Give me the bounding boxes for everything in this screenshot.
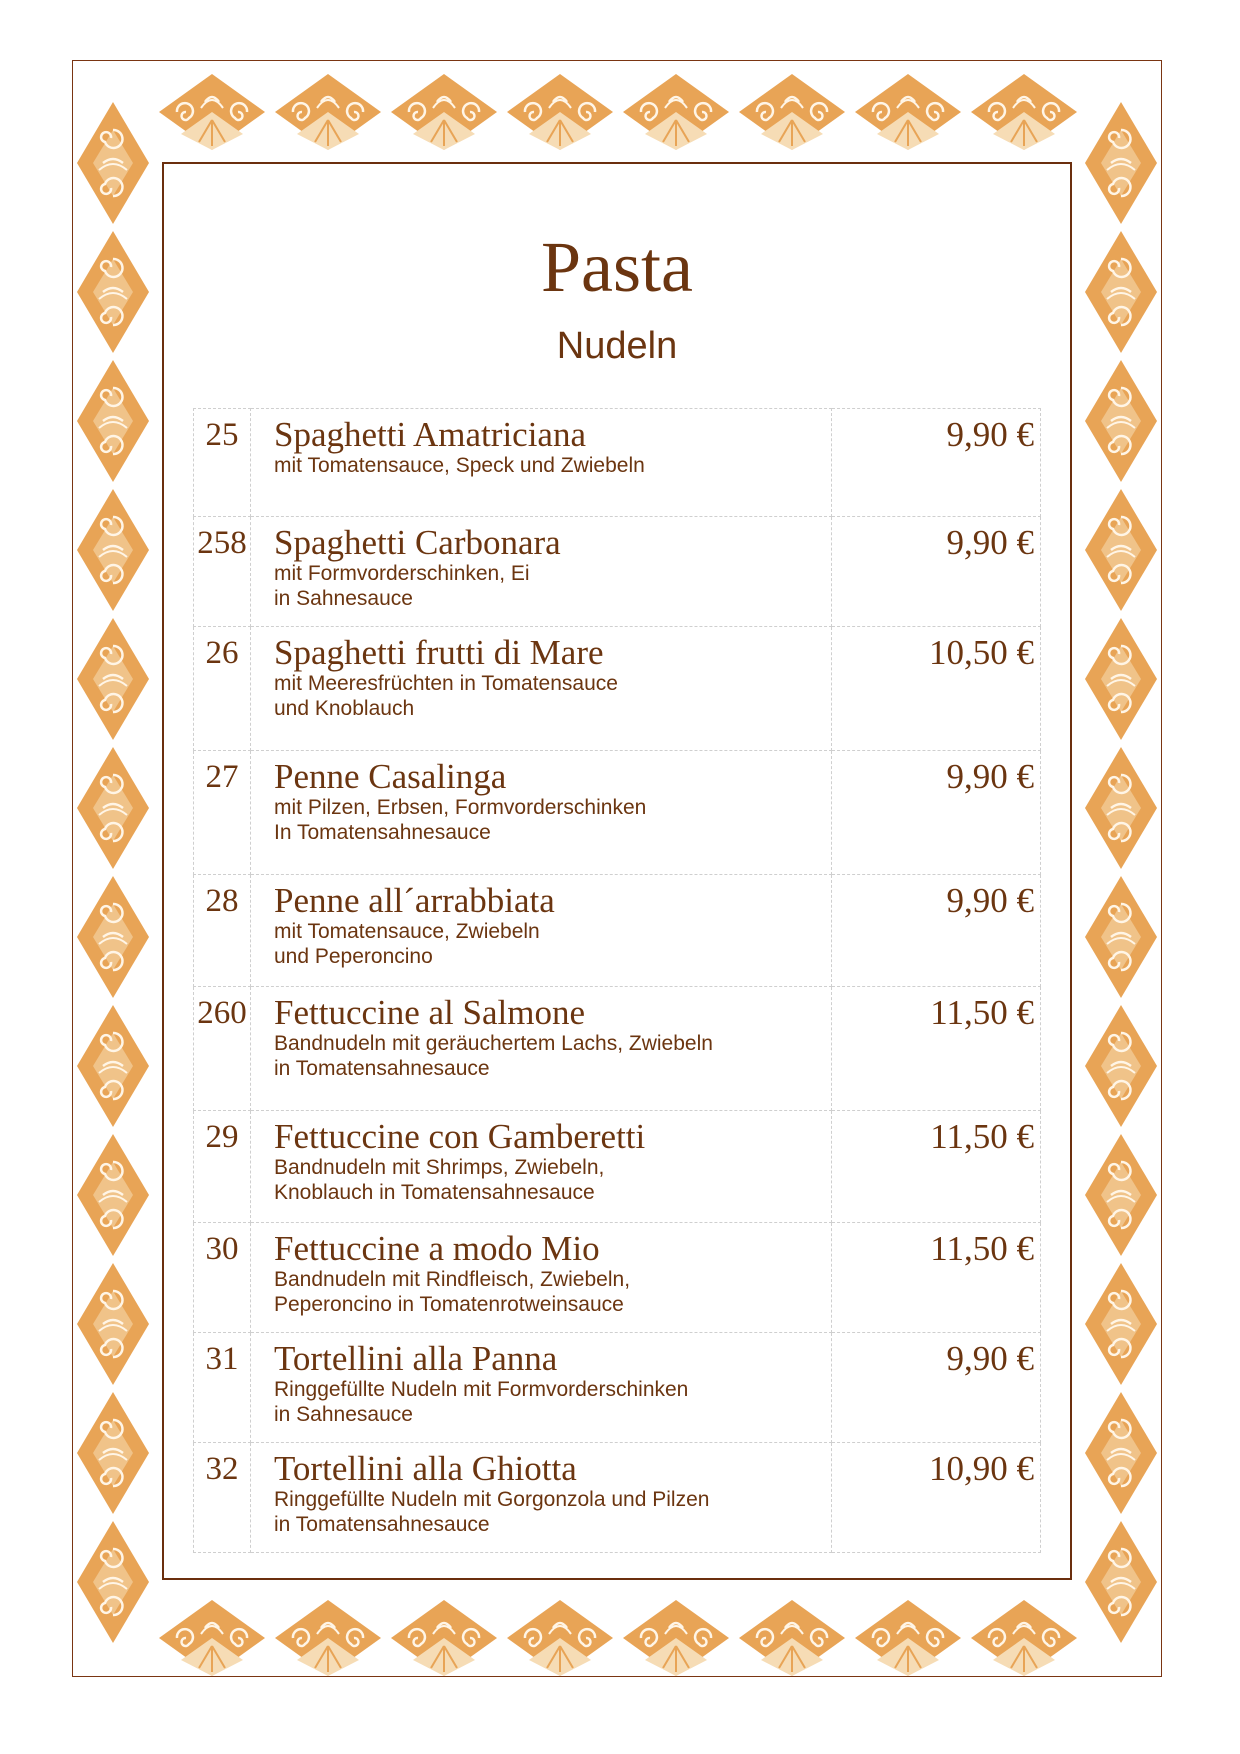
ornament-tile: [1083, 616, 1159, 742]
menu-item: [194, 1223, 1041, 1333]
price: 9,90 €: [832, 517, 1041, 627]
dish-cell: [251, 751, 832, 875]
dish-description: mit Formvorderschinken, Ei in Sahnesauce: [274, 562, 530, 610]
ornament-tile: [1083, 1132, 1159, 1258]
ornament-tile: [75, 1132, 151, 1258]
ornament-tile: [853, 1598, 963, 1678]
ornament-tile: [75, 1003, 151, 1129]
dish-name: Penne Casalinga: [274, 757, 507, 796]
menu-item: [194, 409, 1041, 517]
ornament-tile: [389, 1598, 499, 1678]
dish-cell: [251, 517, 832, 627]
ornament-tile: [505, 72, 615, 152]
dish-name: Tortellini alla Panna: [274, 1339, 558, 1378]
price: 9,90 €: [832, 409, 1041, 517]
dish-cell: [251, 1111, 832, 1223]
ornament-tile: [75, 1519, 151, 1645]
page-subtitle: Nudeln: [556, 325, 678, 367]
ornament-tile: [75, 745, 151, 871]
price: 11,50 €: [832, 1111, 1041, 1223]
price: 9,90 €: [832, 875, 1041, 987]
price: 11,50 €: [832, 1223, 1041, 1333]
dish-description: Ringgefüllte Nudeln mit Formvorderschinken in Sahnesauce: [274, 1378, 689, 1426]
item-number: 32: [194, 1443, 251, 1553]
ornament-tile: [969, 72, 1079, 152]
menu-item: [194, 987, 1041, 1111]
price: 11,50 €: [832, 987, 1041, 1111]
ornament-tile: [969, 1598, 1079, 1678]
dish-name: Spaghetti Amatriciana: [274, 415, 586, 454]
price: 10,50 €: [832, 627, 1041, 751]
item-number: 29: [194, 1111, 251, 1223]
ornament-tile: [1083, 1519, 1159, 1645]
ornament-tile: [157, 72, 267, 152]
dish-description: mit Tomatensauce, Speck und Zwiebeln: [274, 454, 645, 477]
ornament-tile: [1083, 487, 1159, 613]
ornament-tile: [75, 1390, 151, 1516]
price: 10,90 €: [832, 1443, 1041, 1553]
ornament-tile: [1083, 1261, 1159, 1387]
ornament-tile: [737, 1598, 847, 1678]
menu-item: [194, 1443, 1041, 1553]
item-number: 31: [194, 1333, 251, 1443]
ornament-tile: [737, 72, 847, 152]
dish-description: mit Meeresfrüchten in Tomatensauce und Knoblauch: [274, 672, 618, 720]
ornament-tile: [621, 1598, 731, 1678]
item-number: 30: [194, 1223, 251, 1333]
dish-cell: [251, 987, 832, 1111]
dish-name: Penne all´arrabbiata: [274, 881, 555, 920]
menu-item: [194, 517, 1041, 627]
menu-item: [194, 751, 1041, 875]
ornament-tile: [75, 487, 151, 613]
ornament-tile: [1083, 745, 1159, 871]
dish-description: mit Tomatensauce, Zwiebeln und Peperoncino: [274, 920, 540, 968]
page-title: Pasta: [541, 227, 693, 307]
dish-cell: [251, 1223, 832, 1333]
dish-name: Spaghetti frutti di Mare: [274, 633, 604, 672]
dish-cell: [251, 409, 832, 517]
dish-description: Bandnudeln mit geräuchertem Lachs, Zwiebeln in Tomatensahnesauce: [274, 1032, 713, 1080]
item-number: 28: [194, 875, 251, 987]
ornament-tile: [75, 874, 151, 1000]
ornament-tile: [1083, 874, 1159, 1000]
ornament-tile: [505, 1598, 615, 1678]
ornament-tile: [273, 1598, 383, 1678]
dish-name: Fettuccine a modo Mio: [274, 1229, 600, 1268]
ornament-tile: [75, 100, 151, 226]
ornament-tile: [273, 72, 383, 152]
menu-item: [194, 1111, 1041, 1223]
ornament-tile: [1083, 1003, 1159, 1129]
dish-name: Spaghetti Carbonara: [274, 523, 561, 562]
ornament-tile: [853, 72, 963, 152]
ornament-tile: [1083, 358, 1159, 484]
dish-name: Fettuccine con Gamberetti: [274, 1117, 646, 1156]
item-number: 258: [194, 517, 251, 627]
dish-cell: [251, 1443, 832, 1553]
ornament-tile: [157, 1598, 267, 1678]
dish-description: mit Pilzen, Erbsen, Formvorderschinken In Tomatensahnesauce: [274, 796, 647, 844]
dish-cell: [251, 1333, 832, 1443]
menu-table: [193, 408, 1041, 1553]
ornament-tile: [1083, 1390, 1159, 1516]
dish-name: Tortellini alla Ghiotta: [274, 1449, 577, 1488]
dish-cell: [251, 875, 832, 987]
ornament-tile: [75, 358, 151, 484]
dish-description: Bandnudeln mit Rindfleisch, Zwiebeln, Peperoncino in Tomatenrotweinsauce: [274, 1268, 631, 1316]
dish-cell: [251, 627, 832, 751]
ornament-tile: [75, 616, 151, 742]
ornament-tile: [1083, 229, 1159, 355]
dish-name: Fettuccine al Salmone: [274, 993, 586, 1032]
menu-item: [194, 627, 1041, 751]
ornament-tile: [75, 229, 151, 355]
ornament-tile: [621, 72, 731, 152]
dish-description: Bandnudeln mit Shrimps, Zwiebeln, Knoblauch in Tomatensahnesauce: [274, 1156, 605, 1204]
ornament-tile: [1083, 100, 1159, 226]
item-number: 25: [194, 409, 251, 517]
menu-item: [194, 875, 1041, 987]
item-number: 26: [194, 627, 251, 751]
ornament-tile: [389, 72, 499, 152]
ornament-tile: [75, 1261, 151, 1387]
dish-description: Ringgefüllte Nudeln mit Gorgonzola und Pilzen in Tomatensahnesauce: [274, 1488, 710, 1536]
menu-item: [194, 1333, 1041, 1443]
item-number: 27: [194, 751, 251, 875]
price: 9,90 €: [832, 751, 1041, 875]
item-number: 260: [194, 987, 251, 1111]
price: 9,90 €: [832, 1333, 1041, 1443]
